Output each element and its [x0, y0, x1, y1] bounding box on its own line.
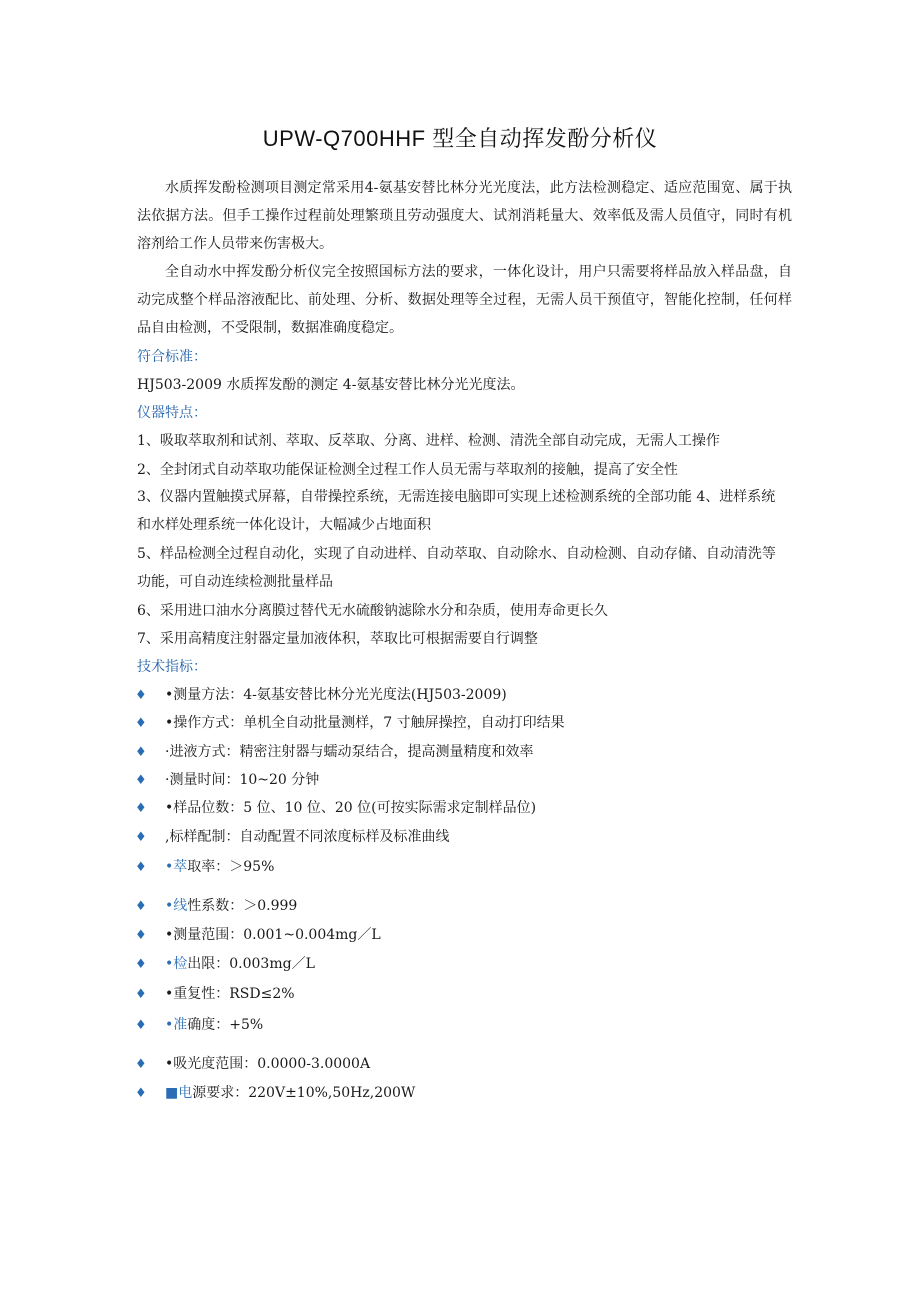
spec-prefix: • — [165, 859, 174, 875]
features-heading: 仪器特点： — [137, 405, 207, 421]
spec-prefix: · — [165, 744, 170, 760]
spec-prefix: • — [165, 1056, 174, 1072]
spec-prefix: , — [165, 829, 170, 845]
spec-item — [135, 685, 755, 706]
diamond-bullet-icon: ♦ — [135, 745, 147, 760]
spec-label: 源要求：220V±10%,50Hz,200W — [192, 1085, 416, 1101]
document-title: UPW-Q700HHF 型全自动挥发酚分析仪 — [262, 126, 658, 151]
spec-label: 测量时间：10~20 分钟 — [169, 772, 320, 788]
feature-item: 6、采用进口油水分离膜过替代无水硫酸钠滤除水分和杂质，使用寿命更长久 — [137, 603, 608, 619]
spec-label: 吸光度范围：0.0000-3.0000A — [173, 1056, 371, 1072]
spec-highlight: 萃 — [173, 859, 188, 875]
spec-prefix: • — [165, 956, 174, 972]
spec-label: 出限：0.003mg／L — [187, 956, 315, 972]
spec-item — [135, 798, 755, 819]
spec-label: 测量范围：0.001~0.004mg／L — [173, 927, 381, 943]
spec-label: 测量方法：4-氨基安替比林分光光度法(HJ503-2009) — [173, 687, 507, 703]
spec-item — [135, 1083, 755, 1104]
diamond-bullet-icon: ♦ — [135, 1018, 147, 1033]
spec-prefix: • — [165, 687, 174, 703]
diamond-bullet-icon: ♦ — [135, 1086, 147, 1101]
diamond-bullet-icon: ♦ — [135, 928, 147, 943]
feature-item: 1、吸取萃取剂和试剂、萃取、反萃取、分离、进样、检测、清洗全部自动完成，无需人工操作 — [137, 433, 720, 449]
diamond-bullet-icon: ♦ — [135, 1057, 147, 1072]
intro-paragraph-1: 水质挥发酚检测项目测定常采用4-氨基安替比林分光光度法，此方法检测稳定、适应范围宽、属于执法依据方法。但手工操作过程前处理繁琐且劳动强度大、试剂消耗量大、效率低及需人员值守，同时有机溶剂给工作人员带来伤害极大。 — [137, 180, 792, 252]
feature-item: 2、全封闭式自动萃取功能保证检测全过程工作人员无需与萃取剂的接触，提高了安全性 — [137, 462, 678, 478]
spec-prefix: • — [165, 1017, 174, 1033]
spec-item — [135, 954, 755, 975]
intro-paragraph-2: 全自动水中挥发酚分析仪完全按照国标方法的要求，一体化设计，用户只需要将样品放入样品盘，自动完成整个样品溶液配比、前处理、分析、数据处理等全过程，无需人员干预值守，智能化控制，任何样品自由检测，不受限制，数据准确度稳定。 — [137, 264, 792, 336]
spec-highlight: 电 — [178, 1085, 193, 1101]
spec-label: 样品位数：5 位、10 位、20 位(可按实际需求定制样品位) — [173, 800, 537, 816]
spec-highlight: 准 — [173, 1017, 188, 1033]
spec-prefix: ■ — [165, 1085, 179, 1101]
spec-item — [135, 827, 755, 848]
spec-item — [135, 857, 755, 878]
spec-highlight: 线 — [173, 898, 188, 914]
standard-heading: 符合标准： — [137, 349, 207, 365]
spec-item — [135, 984, 755, 1005]
diamond-bullet-icon: ♦ — [135, 716, 147, 731]
diamond-bullet-icon: ♦ — [135, 987, 147, 1002]
diamond-bullet-icon: ♦ — [135, 773, 147, 788]
spec-item — [135, 1015, 755, 1036]
diamond-bullet-icon: ♦ — [135, 801, 147, 816]
spec-prefix: • — [165, 986, 174, 1002]
spec-prefix: · — [165, 772, 170, 788]
spec-item — [135, 1054, 755, 1075]
diamond-bullet-icon: ♦ — [135, 957, 147, 972]
spec-highlight: 检 — [173, 956, 188, 972]
feature-item: 7、采用高精度注射器定量加液体积，萃取比可根据需要自行调整 — [137, 631, 538, 647]
spec-prefix: • — [165, 898, 174, 914]
spec-item — [135, 770, 755, 791]
spec-prefix: • — [165, 715, 174, 731]
spec-label: 操作方式：单机全自动批量测样，7 寸触屏操控，自动打印结果 — [173, 715, 565, 731]
spec-label: 性系数：＞0.999 — [187, 898, 298, 914]
diamond-bullet-icon: ♦ — [135, 860, 147, 875]
feature-item: 5、样品检测全过程自动化，实现了自动进样、自动萃取、自动除水、自动检测、自动存储、自动清洗等功能，可自动连续检测批量样品 — [137, 546, 776, 590]
spec-label: 确度：+5% — [187, 1017, 264, 1033]
diamond-bullet-icon: ♦ — [135, 899, 147, 914]
spec-item — [135, 896, 755, 917]
spec-item — [135, 713, 755, 734]
spec-prefix: • — [165, 800, 174, 816]
specs-heading: 技术指标： — [137, 659, 207, 675]
spec-prefix: • — [165, 927, 174, 943]
spec-label: 重复性：RSD≤2% — [173, 986, 295, 1002]
spec-label: 标样配制：自动配置不同浓度标样及标准曲线 — [169, 829, 450, 845]
spec-item — [135, 742, 755, 763]
diamond-bullet-icon: ♦ — [135, 830, 147, 845]
feature-item: 3、仪器内置触摸式屏幕，自带操控系统，无需连接电脑即可实现上述检测系统的全部功能 4、进样系统和水样处理系统一体化设计，大幅减少占地面积 — [137, 489, 776, 533]
diamond-bullet-icon: ♦ — [135, 688, 147, 703]
standard-text: HJ503-2009 水质挥发酚的测定 4-氨基安替比林分光光度法。 — [137, 377, 525, 393]
spec-item — [135, 925, 755, 946]
spec-label: 进液方式：精密注射器与蠕动泵结合，提高测量精度和效率 — [169, 744, 534, 760]
spec-label: 取率：＞95% — [187, 859, 275, 875]
